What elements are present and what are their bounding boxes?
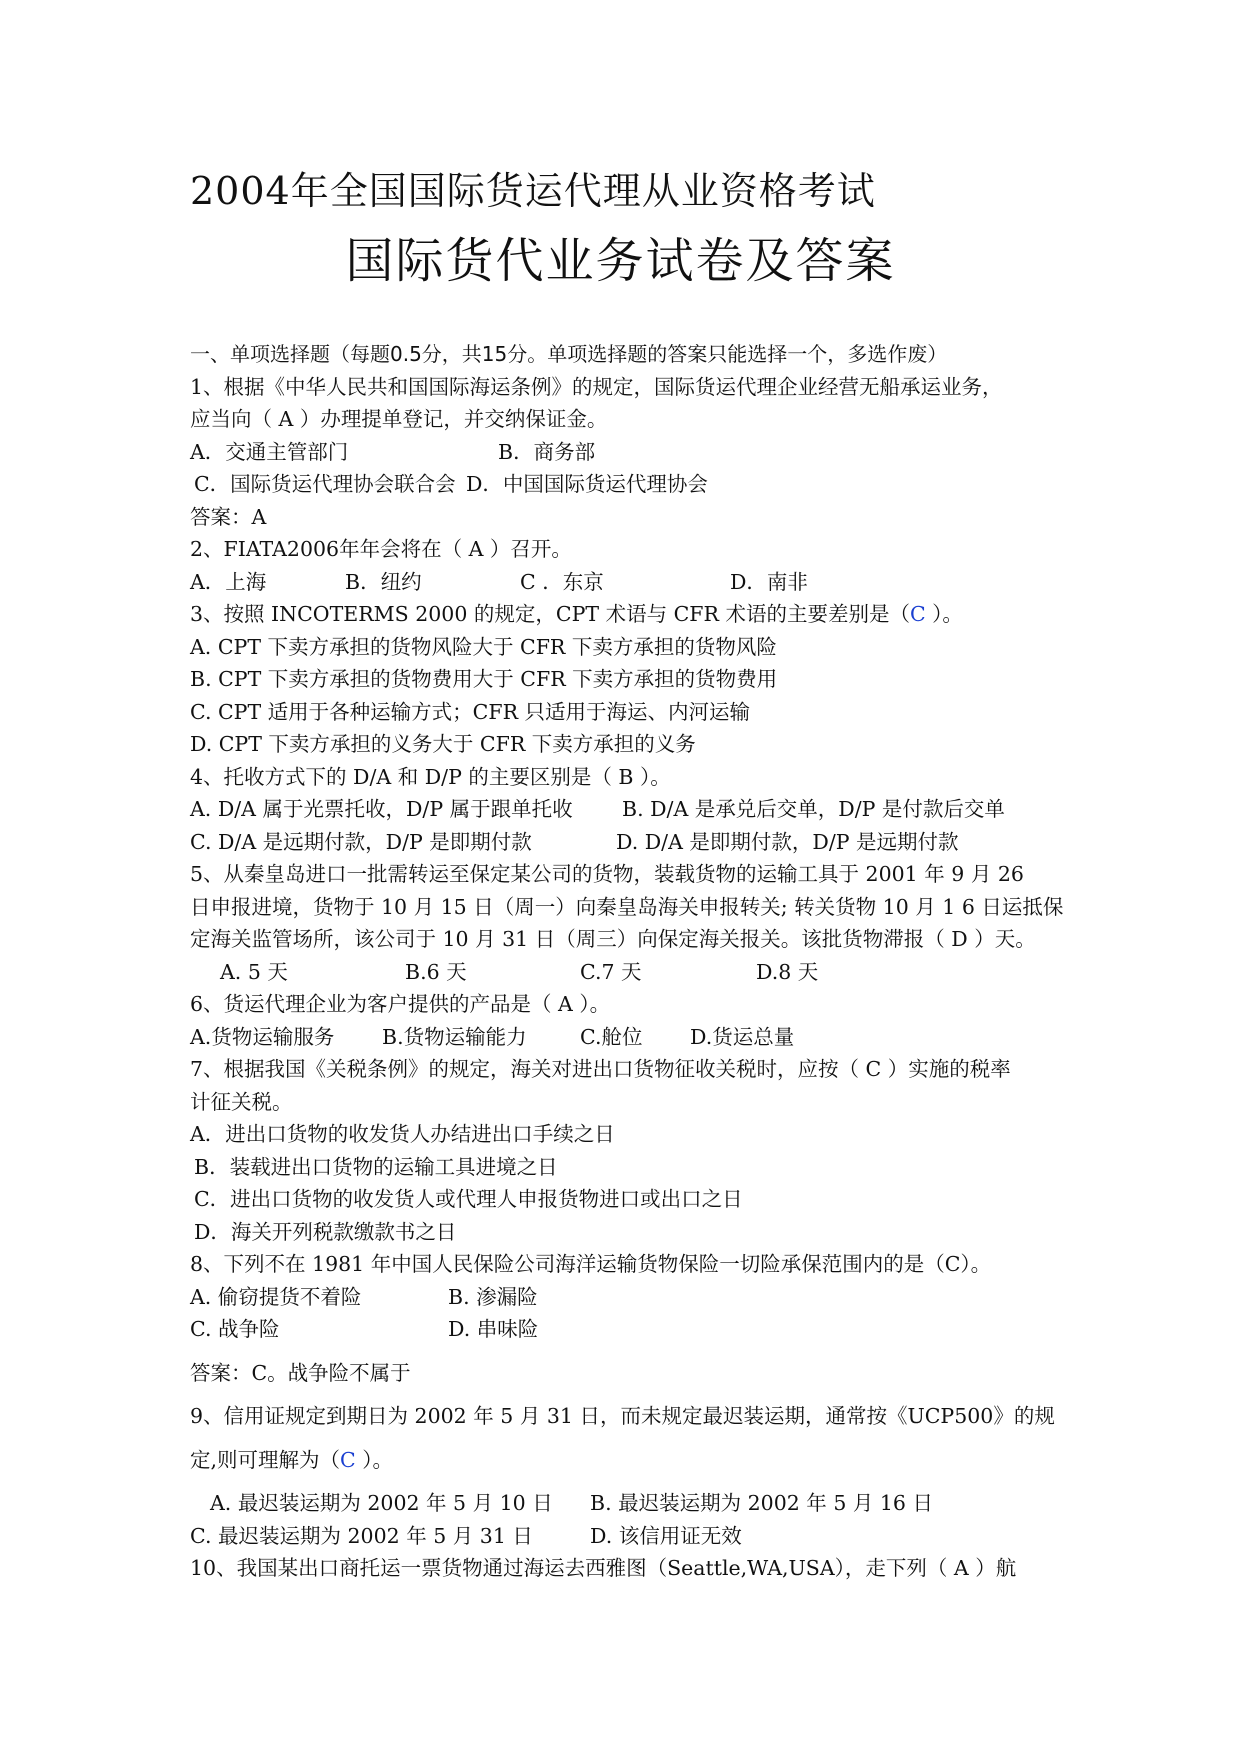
q1-options-row1: [190, 436, 1070, 469]
q4-option-a: A. D/A 属于光票托收，D/P 属于跟单托收: [190, 797, 573, 821]
q8-option-a: A. 偷窃提货不着险: [190, 1284, 362, 1309]
q9-option-c: C. 最迟装运期为 2002 年 5 月 31 日: [190, 1523, 533, 1548]
q9-answer-mark: C: [340, 1447, 356, 1472]
q2-option-b: B．纽约: [345, 569, 422, 594]
q6-option-d: D.货运总量: [690, 1024, 795, 1049]
q8-options-row1: [190, 1281, 1070, 1314]
q4-option-c: C. D/A 是远期付款，D/P 是即期付款: [190, 829, 532, 854]
q3-option-c: C. CPT 适用于各种运输方式；CFR 只适用于海运、内河运输: [190, 699, 751, 724]
q6-stem: 6、货运代理企业为客户提供的产品是（ A ）。: [190, 992, 611, 1016]
q5-options-row: [190, 956, 1070, 989]
q9-option-d: D. 该信用证无效: [590, 1523, 742, 1548]
q7-option-a: A．进出口货物的收发货人办结进出口手续之日: [190, 1122, 615, 1146]
q1-answer: 答案：A: [190, 504, 267, 529]
q4-option-b: B. D/A 是承兑后交单，D/P 是付款后交单: [622, 797, 1005, 821]
q1-options-row2: [190, 468, 1070, 501]
question-list: [190, 338, 1070, 1585]
q4-option-d: D. D/A 是即期付款，D/P 是远期付款: [616, 829, 959, 854]
q4-stem: 4、托收方式下的 D/A 和 D/P 的主要区别是（ B ）。: [190, 764, 671, 789]
q9-options-row1: [190, 1487, 1070, 1520]
q5-option-b: B.6 天: [405, 959, 467, 984]
q7-option-c: C．进出口货物的收发货人或代理人申报货物进口或出口之日: [194, 1187, 743, 1211]
q1-stem-line2: 应当向（ A ）办理提单登记，并交纳保证金。: [190, 407, 608, 431]
q3-stem-text: 3、按照 INCOTERMS 2000 的规定，CPT 术语与 CFR 术语的主要差别是（: [190, 602, 910, 626]
q1-option-b: B．商务部: [498, 439, 596, 464]
q5-option-d: D.8 天: [756, 959, 819, 984]
q6-option-c: C.舱位: [580, 1024, 643, 1049]
q5-stem-line1: 5、从秦皇岛进口一批需转运至保定某公司的货物，装载货物的运输工具于 2001 年 9 月 26: [190, 862, 1024, 886]
q8-answer: 答案：C。战争险不属于: [190, 1360, 411, 1385]
q3-stem: [190, 598, 1070, 631]
q9-option-a: A. 最迟装运期为 2002 年 5 月 10 日: [210, 1491, 553, 1515]
q4-options-row2: [190, 826, 1070, 859]
q9-options-row2: [190, 1520, 1070, 1553]
q5-stem-line3: 定海关监管场所，该公司于 10 月 31 日（周三）向保定海关报关。该批货物滞报（ D ）天。: [190, 927, 1036, 951]
q3-answer-mark: C: [909, 602, 926, 626]
q3-option-a: A. CPT 下卖方承担的货物风险大于 CFR 下卖方承担的货物风险: [190, 634, 777, 659]
q2-option-d: D．南非: [730, 569, 808, 594]
q9-stem-line2: [190, 1444, 1070, 1477]
q9-stem-end: ）。: [355, 1447, 393, 1472]
q7-stem-line1: 7、根据我国《关税条例》的规定，海关对进出口货物征收关税时，应按（ C ）实施的税率: [190, 1057, 1011, 1081]
q6-option-b: B.货物运输能力: [382, 1024, 527, 1049]
q3-option-b: B. CPT 下卖方承担的货物费用大于 CFR 下卖方承担的货物费用: [190, 667, 778, 691]
exam-subtitle: 国际货代业务试卷及答案: [345, 233, 896, 289]
q8-options-row2: [190, 1313, 1070, 1346]
q3-stem-end: ）。: [925, 602, 963, 626]
section-heading: 一、单项选择题（每题0.5分，共15分。单项选择题的答案只能选择一个，多选作废）: [190, 342, 948, 366]
q5-stem-line2: 日申报进境，货物于 10 月 15 日（周一）向秦皇岛海关申报转关; 转关货物 10 月 1 6 日运抵保: [190, 894, 1064, 919]
q9-stem-line1: 9、信用证规定到期日为 2002 年 5 月 31 日，而未规定最迟装运期，通常按《UCP500》的规: [190, 1404, 1055, 1428]
q8-stem: 8、下列不在 1981 年中国人民保险公司海洋运输货物保险一切险承保范围内的是（C）。: [190, 1252, 992, 1276]
q7-option-d: D．海关开列税款缴款书之日: [194, 1219, 457, 1244]
q2-option-a: A．上海: [190, 569, 267, 594]
q6-option-a: A.货物运输服务: [190, 1024, 335, 1049]
q4-options-row1: [190, 793, 1070, 826]
q7-option-b: B．装载进出口货物的运输工具进境之日: [194, 1154, 558, 1179]
q5-option-c: C.7 天: [580, 959, 642, 984]
q5-option-a: A. 5 天: [220, 959, 288, 984]
q3-option-d: D. CPT 下卖方承担的义务大于 CFR 下卖方承担的义务: [190, 732, 696, 756]
q1-option-d: D．中国国际货运代理协会: [466, 472, 708, 496]
q7-stem-line2: 计征关税。: [190, 1089, 293, 1114]
q6-options-row: [190, 1021, 1070, 1054]
q8-option-b: B. 渗漏险: [448, 1284, 538, 1309]
q9-stem-text: 定,则可理解为（: [190, 1447, 341, 1472]
q2-option-c: C ．东京: [520, 569, 604, 594]
q10-stem-line1: 10、我国某出口商托运一票货物通过海运去西雅图（Seattle,WA,USA），走下列（ A ）航: [190, 1556, 1017, 1580]
q1-option-a: A．交通主管部门: [190, 439, 349, 464]
q1-option-c: C．国际货运代理协会联合会: [194, 472, 456, 496]
q8-option-d: D. 串味险: [448, 1317, 539, 1341]
q1-stem-line1: 1、根据《中华人民共和国国际海运条例》的规定，国际货运代理企业经营无船承运业务，: [190, 374, 1003, 399]
exam-title: 2004年全国国际货运代理从业资格考试: [190, 169, 876, 213]
q9-option-b: B. 最迟装运期为 2002 年 5 月 16 日: [590, 1491, 933, 1515]
q2-stem: 2、FIATA2006年年会将在（ A ）召开。: [190, 537, 572, 561]
q8-option-c: C. 战争险: [190, 1317, 280, 1341]
q2-options-row: [190, 566, 1070, 599]
